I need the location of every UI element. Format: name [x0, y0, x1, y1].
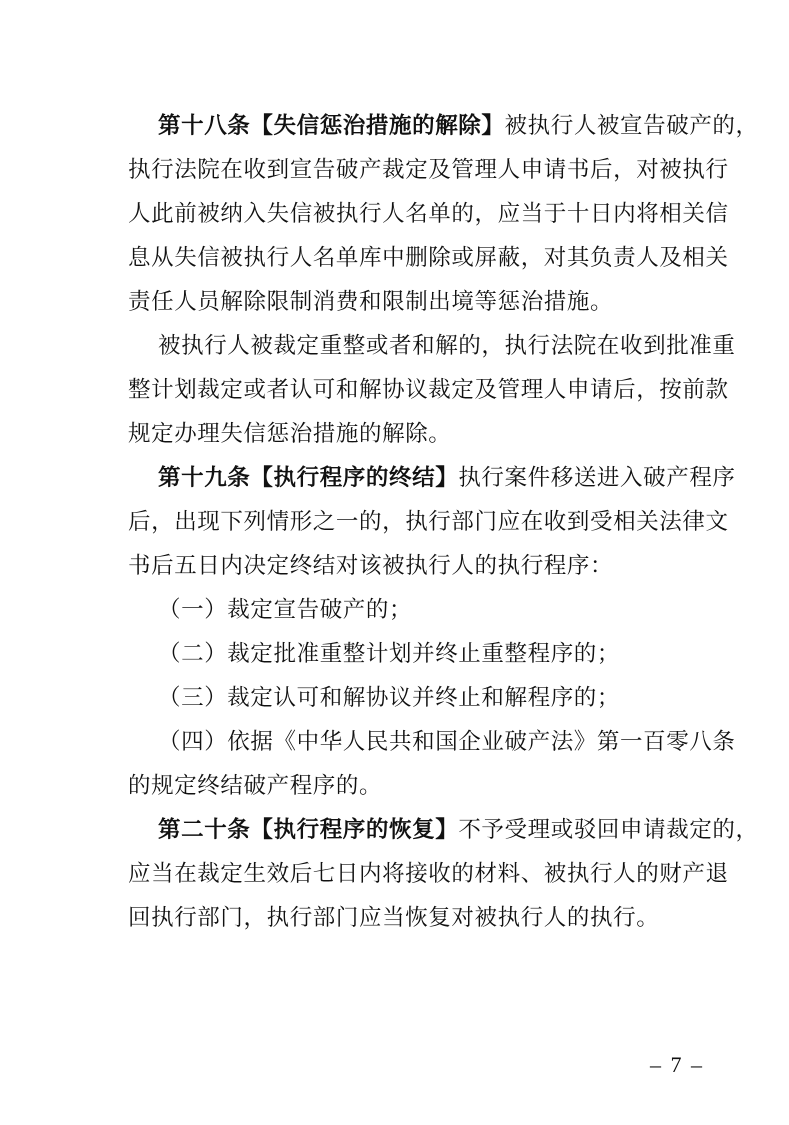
article20-line1-text: 不予受理或驳回申请裁定的， [458, 817, 759, 843]
article18-heading: 第十八条【失信惩治措施的解除】 [158, 113, 505, 139]
article19-item4-line1: （四）依据《中华人民共和国企业破产法》第一百零八条 [158, 729, 736, 755]
article19-line1 [158, 458, 738, 498]
article18-line5: 责任人员解除限制消费和限制出境等惩治措施。 [128, 289, 614, 315]
article20-line2: 应当在裁定生效后七日内将接收的材料、被执行人的财产退 [128, 861, 729, 887]
article19-item3: （三）裁定认可和解协议并终止和解程序的； [158, 685, 621, 711]
page-number: – 7 – [650, 1052, 704, 1077]
article19-line1-text: 执行案件移送进入破产程序 [458, 465, 736, 491]
article18-line1-text: 被执行人被宣告破产的， [504, 113, 759, 139]
article19-item4-line2: 的规定终结破产程序的。 [128, 773, 383, 799]
article18-line3: 人此前被纳入失信被执行人名单的，应当于十日内将相关信 [128, 201, 729, 227]
article18-line2: 执行法院在收到宣告破产裁定及管理人申请书后，对被执行 [128, 157, 729, 183]
article20-heading: 第二十条【执行程序的恢复】 [158, 817, 459, 843]
article19-heading: 第十九条【执行程序的终结】 [158, 465, 459, 491]
article20-line1 [158, 810, 759, 850]
article19-line2: 后，出现下列情形之一的，执行部门应在收到受相关法律文 [128, 509, 729, 535]
article18-line1 [158, 106, 759, 146]
article18-para2-line3: 规定办理失信惩治措施的解除。 [128, 421, 452, 447]
article19-line3: 书后五日内决定终结对该被执行人的执行程序： [128, 553, 614, 579]
article19-item1: （一）裁定宣告破产的； [158, 597, 413, 623]
article18-line4: 息从失信被执行人名单库中删除或屏蔽，对其负责人及相关 [128, 245, 729, 271]
article20-line3: 回执行部门，执行部门应当恢复对被执行人的执行。 [128, 905, 660, 931]
article18-para2-line2: 整计划裁定或者认可和解协议裁定及管理人申请后，按前款 [128, 377, 729, 403]
article18-para2-line1: 被执行人被裁定重整或者和解的，执行法院在收到批准重 [158, 333, 736, 359]
article19-item2: （二）裁定批准重整计划并终止重整程序的； [158, 641, 621, 667]
